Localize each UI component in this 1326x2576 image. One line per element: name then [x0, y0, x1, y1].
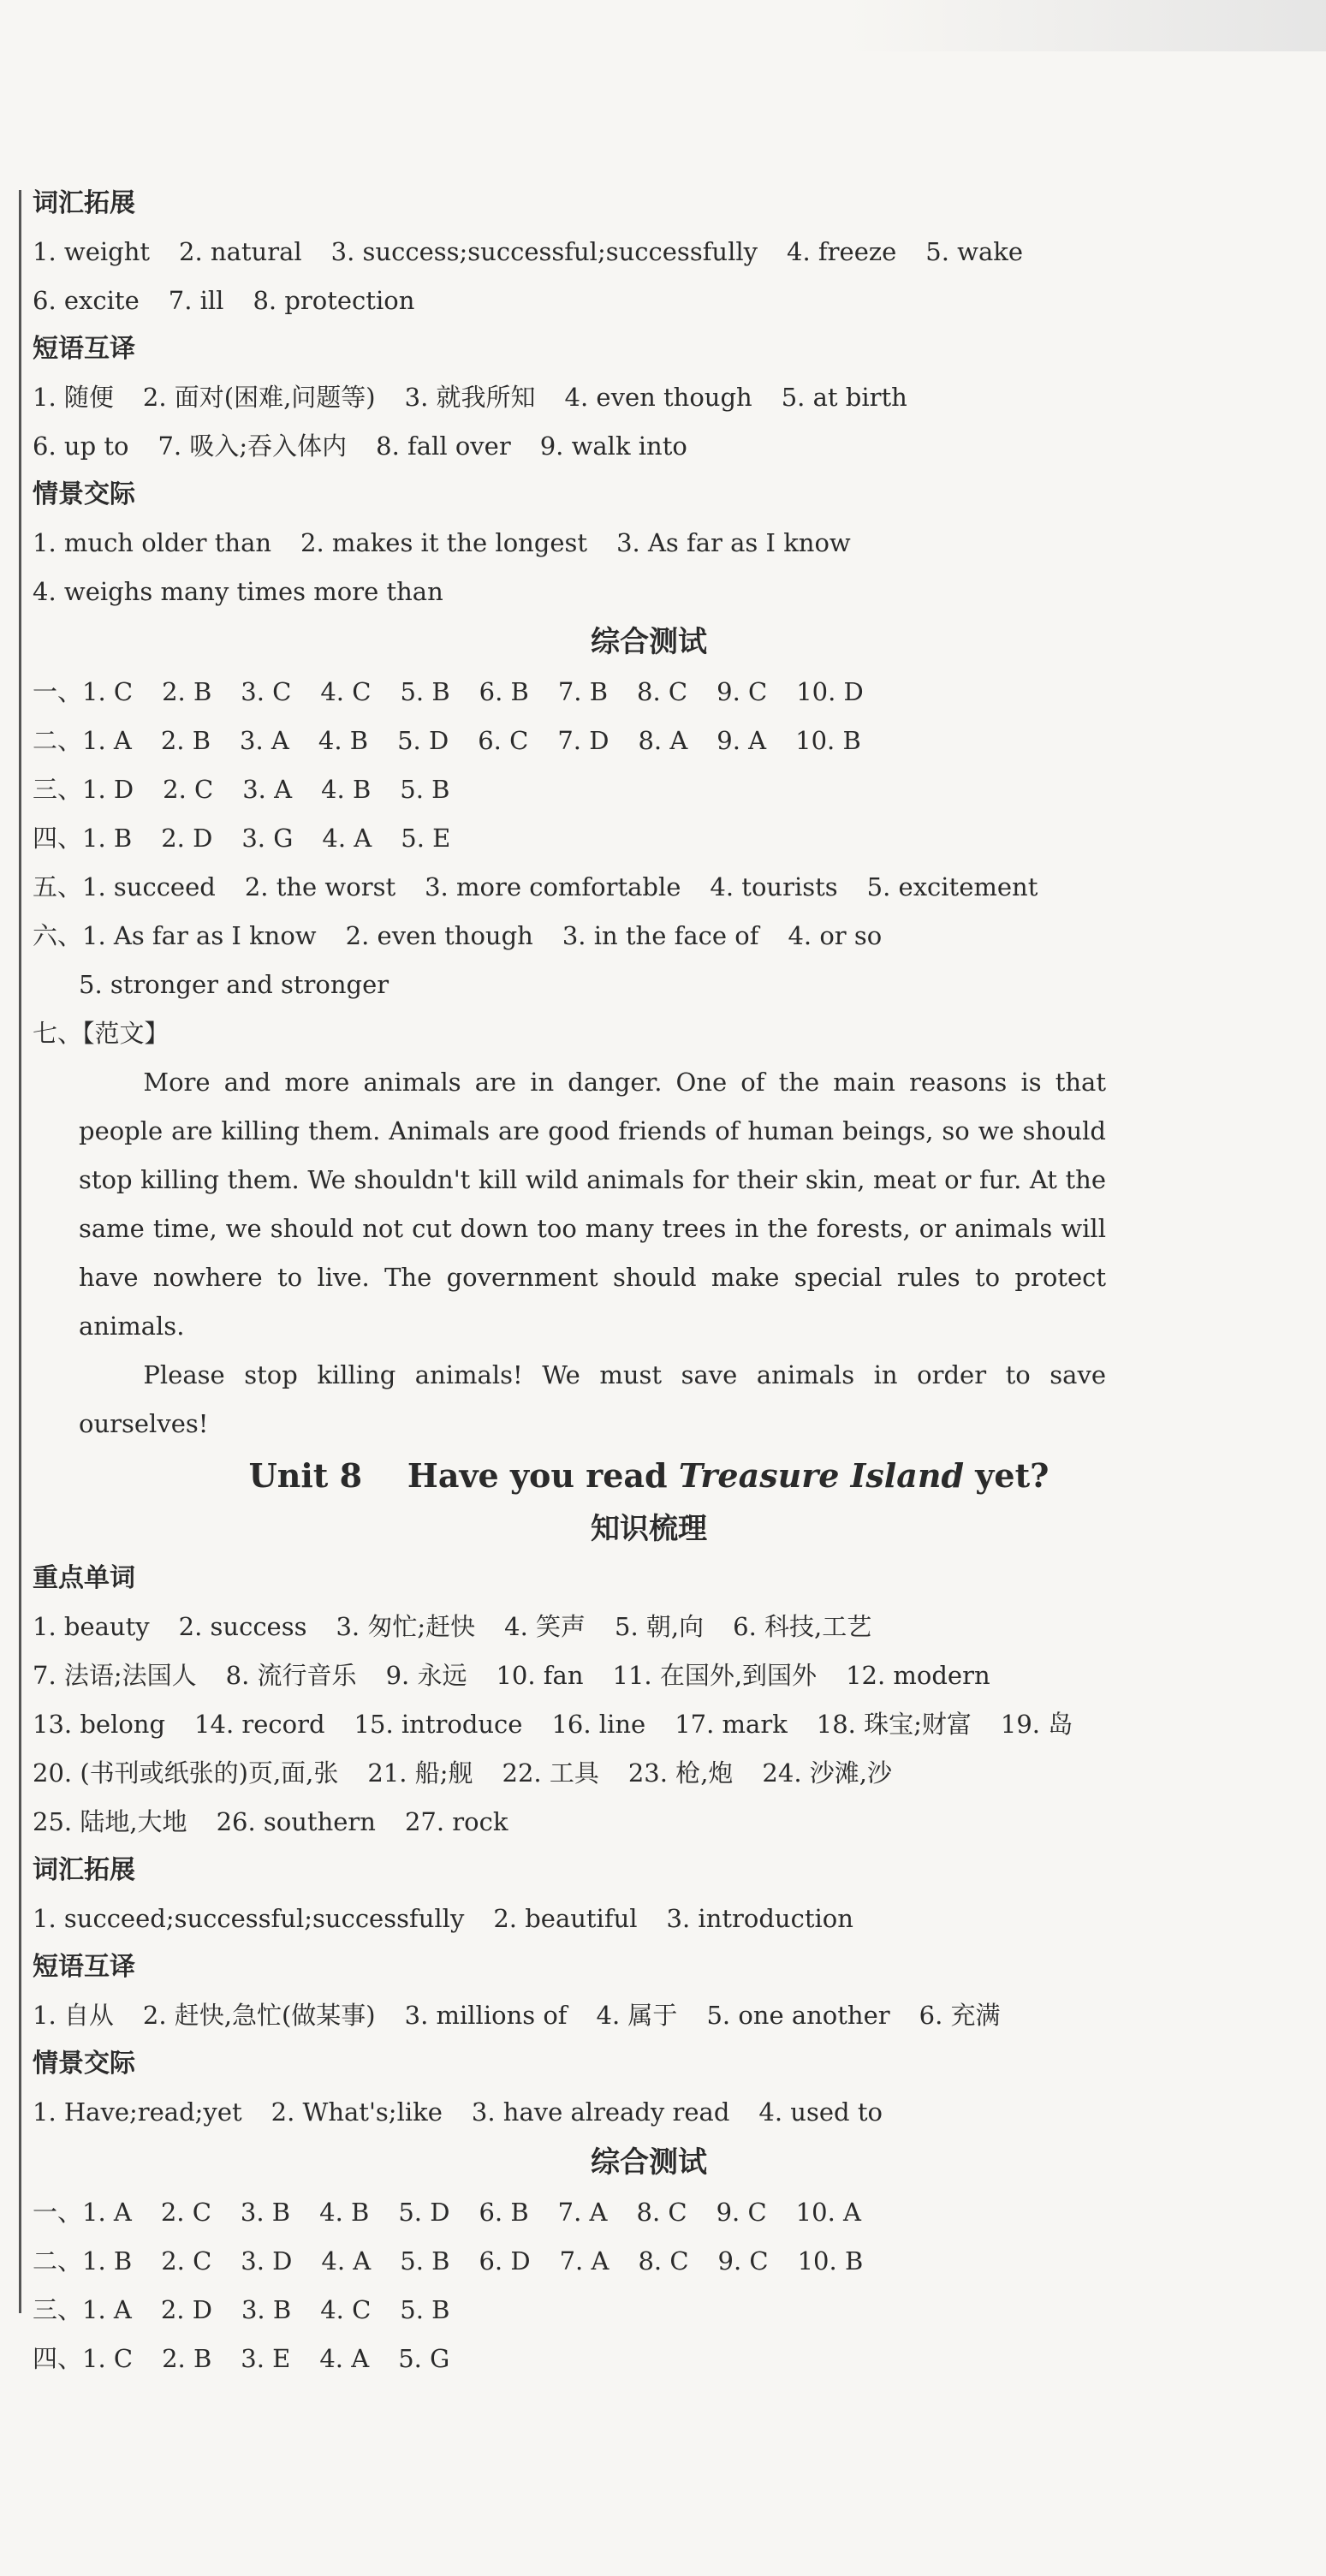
answer: 4. C: [320, 677, 372, 706]
answer: 20. (书刊或纸张的)页,面,张: [33, 1758, 339, 1788]
answer: 5. B: [400, 677, 450, 706]
knowledge-title: 知识梳理: [591, 1512, 707, 1546]
answer: 4. A: [319, 2344, 370, 2373]
answer: 7. A: [557, 2198, 608, 2227]
model-essay: [79, 1058, 1106, 1449]
answer: 8. protection: [253, 286, 415, 315]
left-margin-rule: [19, 190, 21, 2313]
key-line-4: [33, 1749, 1265, 1798]
answer: 9. A: [717, 726, 767, 755]
test1-row-4: [33, 814, 1265, 863]
answer: 2. even though: [345, 921, 533, 950]
answer: 2. 赶快,急忙(做某事): [142, 2001, 376, 2030]
answer: 3. C: [241, 677, 292, 706]
answer: 1. beauty: [33, 1612, 150, 1641]
answer: 9. walk into: [539, 431, 687, 461]
answer: 2. C: [163, 775, 214, 804]
answer: 17. mark: [675, 1710, 788, 1739]
phrase-heading-2: 短语互译: [33, 1952, 135, 1982]
situation-line-1: [33, 519, 1265, 568]
vocab-line-1: [33, 228, 1265, 277]
answer: 2. natural: [179, 237, 302, 266]
answer: 4. 笑声: [504, 1612, 586, 1641]
test-title-2: 综合测试: [591, 2145, 707, 2180]
answer: 1. succeed;successful;successfully: [33, 1904, 465, 1933]
answer: 18. 珠宝;财富: [816, 1710, 972, 1739]
answer: 7. ill: [168, 286, 224, 315]
answer: 6. 科技,工艺: [733, 1612, 872, 1641]
answer: 五、1. succeed: [33, 872, 216, 901]
answer: 5. B: [400, 775, 450, 804]
situation-heading-2: 情景交际: [33, 2049, 135, 2079]
answer: 4. weighs many times more than: [33, 577, 443, 606]
answer: 23. 枪,炮: [627, 1758, 734, 1788]
answer: 3. millions of: [404, 2001, 568, 2030]
answer: 6. 充满: [919, 2001, 1001, 2030]
answer: 3. A: [240, 726, 289, 755]
answer: 3. A: [242, 775, 293, 804]
answer: 7. A: [559, 2246, 609, 2276]
essay-paragraph-2: Please stop killing animals! We must save animals in order to save ourselves!: [79, 1360, 1106, 1438]
unit-title-end: yet?: [964, 1456, 1050, 1495]
answer: 10. D: [796, 677, 864, 706]
test2-row-1: [33, 2188, 1265, 2237]
answer: 9. C: [716, 2198, 767, 2227]
answer: 5. B: [400, 2295, 450, 2324]
answer: 5. at birth: [781, 383, 907, 412]
answer: 3. As far as I know: [616, 528, 851, 557]
answer: 10. B: [795, 726, 861, 755]
answer: 3. in the face of: [562, 921, 759, 950]
answer: 1. weight: [33, 237, 151, 266]
answer: 2. B: [162, 677, 212, 706]
phrase-line-2: [33, 422, 1265, 471]
answer: 三、1. D: [33, 775, 134, 804]
situation-heading-1: 情景交际: [33, 479, 135, 509]
answer: 7. B: [557, 677, 609, 706]
answer: 2. beautiful: [493, 1904, 638, 1933]
answer: 5. E: [401, 824, 451, 853]
answer: 7. D: [557, 726, 609, 755]
answer: 4. A: [322, 824, 372, 853]
answer: 三、1. A: [33, 2295, 132, 2324]
answer: 11. 在国外,到国外: [612, 1661, 818, 1690]
test1-row-2: [33, 717, 1265, 765]
answer: 26. southern: [216, 1807, 376, 1836]
unit-title-book: Treasure Island: [678, 1456, 965, 1495]
key-line-1: [33, 1603, 1265, 1651]
answer: 4. B: [318, 726, 369, 755]
answer: 13. belong: [33, 1710, 166, 1739]
answer: 2. D: [160, 2295, 212, 2324]
answer: 9. 永远: [385, 1661, 467, 1690]
answer: 5. B: [400, 2246, 450, 2276]
answer: 8. fall over: [376, 431, 511, 461]
answer: 3. more comfortable: [425, 872, 681, 901]
phrase-line-1: [33, 373, 1265, 422]
answer: 1. Have;read;yet: [33, 2097, 242, 2127]
answer: 3. B: [240, 2198, 291, 2227]
test2-row-4: [33, 2335, 1265, 2383]
answer: 4. C: [320, 2295, 372, 2324]
answer: 4. freeze: [787, 237, 897, 266]
test1-row-3: [33, 765, 1265, 814]
answer: 6. D: [479, 2246, 531, 2276]
answer: 5. excitement: [866, 872, 1038, 901]
answer: 2. success: [178, 1612, 307, 1641]
answer: 15. introduce: [354, 1710, 523, 1739]
answer: 2. B: [160, 726, 211, 755]
unit-title: [33, 1449, 1265, 1503]
unit-title-text: Unit 8 Have you read: [248, 1456, 679, 1495]
answer: 2. B: [162, 2344, 212, 2373]
answer: 1. 随便: [33, 383, 114, 412]
answer: 1. much older than: [33, 528, 272, 557]
answer: 12. modern: [846, 1661, 990, 1690]
test2-row-3: [33, 2286, 1265, 2335]
vocab-heading-2: 词汇拓展: [33, 1855, 135, 1885]
answer: 一、1. C: [33, 677, 134, 706]
vocab-line-2: [33, 277, 1265, 325]
answer: 3. E: [241, 2344, 291, 2373]
answer: 3. 就我所知: [404, 383, 536, 412]
answer: 8. C: [638, 2246, 689, 2276]
answer: 2. C: [160, 2198, 211, 2227]
answer: 2. the worst: [244, 872, 396, 901]
answer: 6. C: [478, 726, 529, 755]
answer: 2. D: [161, 824, 213, 853]
answer: 四、1. C: [33, 2344, 134, 2373]
test-title-1: 综合测试: [591, 625, 707, 659]
top-edge-shade: [847, 0, 1326, 51]
answer: 3. success;successful;successfully: [330, 237, 758, 266]
answer: 六、1. As far as I know: [33, 921, 317, 950]
answer: 6. B: [479, 677, 529, 706]
test1-row-7: 七、【范文】: [33, 1019, 169, 1048]
answer: 4. 属于: [596, 2001, 678, 2030]
answer: 4. B: [319, 2198, 370, 2227]
answer: 19. 岛: [1000, 1710, 1073, 1739]
answer: 10. fan: [496, 1661, 584, 1690]
answer: 8. C: [637, 677, 688, 706]
answer: 5. G: [398, 2344, 450, 2373]
answer: 6. up to: [33, 431, 129, 461]
answer: 4. used to: [758, 2097, 883, 2127]
answer: 7. 法语;法国人: [33, 1661, 197, 1690]
answer: 9. C: [717, 677, 768, 706]
answer: 2. makes it the longest: [300, 528, 588, 557]
answer: 10. A: [795, 2198, 861, 2227]
phrase-heading-1: 短语互译: [33, 334, 135, 364]
answer: 一、1. A: [33, 2198, 132, 2227]
answer: 24. 沙滩,沙: [762, 1758, 892, 1788]
answer: 25. 陆地,大地: [33, 1807, 187, 1836]
situation-line-2: [33, 568, 1265, 616]
vocab-heading-1: 词汇拓展: [33, 188, 135, 218]
key-line-2: [33, 1651, 1265, 1700]
answer: 4. tourists: [710, 872, 838, 901]
answer-page: [33, 180, 1265, 2383]
answer: 8. 流行音乐: [225, 1661, 357, 1690]
answer: 3. 匆忙;赶快: [336, 1612, 476, 1641]
vocab2-line-1: [33, 1895, 1265, 1943]
answer: 21. 船;舰: [367, 1758, 473, 1788]
answer: 4. B: [321, 775, 372, 804]
key-words-heading: 重点单词: [33, 1563, 135, 1593]
answer: 5. 朝,向: [615, 1612, 705, 1641]
answer: 9. C: [717, 2246, 769, 2276]
essay-paragraph-1: More and more animals are in danger. One of the main reasons is that people are killing them. Animals are good friends of human beings, so we should stop killing them. We shouldn't kill wild animals for their skin, meat or fur. At the same time, we should not cut down too many trees in the forests, or animals will have nowhere to live. The government should make special rules to protect animals.: [79, 1068, 1106, 1341]
answer: 6. excite: [33, 286, 140, 315]
key-line-3: [33, 1700, 1265, 1749]
answer: 3. B: [241, 2295, 292, 2324]
answer: 4. even though: [564, 383, 752, 412]
answer: 四、1. B: [33, 824, 133, 853]
test1-row-6: [33, 912, 1265, 961]
test1-row-5: [33, 863, 1265, 912]
answer: 6. B: [479, 2198, 529, 2227]
answer: 5. D: [398, 2198, 450, 2227]
answer: 7. 吸入;吞入体内: [158, 431, 348, 461]
answer: 5. wake: [925, 237, 1024, 266]
answer: 二、1. B: [33, 2246, 133, 2276]
answer: 2. 面对(困难,问题等): [142, 383, 376, 412]
answer: 22. 工具: [502, 1758, 599, 1788]
answer: 16. line: [551, 1710, 646, 1739]
phrase2-line-1: [33, 1991, 1265, 2040]
answer: 14. record: [194, 1710, 325, 1739]
answer: 5. one another: [706, 2001, 890, 2030]
test2-row-2: [33, 2237, 1265, 2286]
test1-row-6b: 5. stronger and stronger: [79, 970, 389, 999]
answer: 4. A: [321, 2246, 372, 2276]
answer: 2. What's;like: [271, 2097, 443, 2127]
answer: 2. C: [161, 2246, 212, 2276]
answer: 二、1. A: [33, 726, 132, 755]
answer: 10. B: [797, 2246, 864, 2276]
answer: 3. D: [241, 2246, 293, 2276]
answer: 3. G: [241, 824, 294, 853]
answer: 4. or so: [788, 921, 883, 950]
answer: 1. 自从: [33, 2001, 114, 2030]
answer: 5. D: [397, 726, 449, 755]
answer: 3. have already read: [471, 2097, 730, 2127]
answer: 8. C: [636, 2198, 687, 2227]
situation2-line-1: [33, 2088, 1265, 2137]
key-line-5: [33, 1798, 1265, 1847]
answer: 3. introduction: [666, 1904, 853, 1933]
test1-row-1: [33, 668, 1265, 717]
answer: 27. rock: [404, 1807, 508, 1836]
answer: 8. A: [638, 726, 688, 755]
